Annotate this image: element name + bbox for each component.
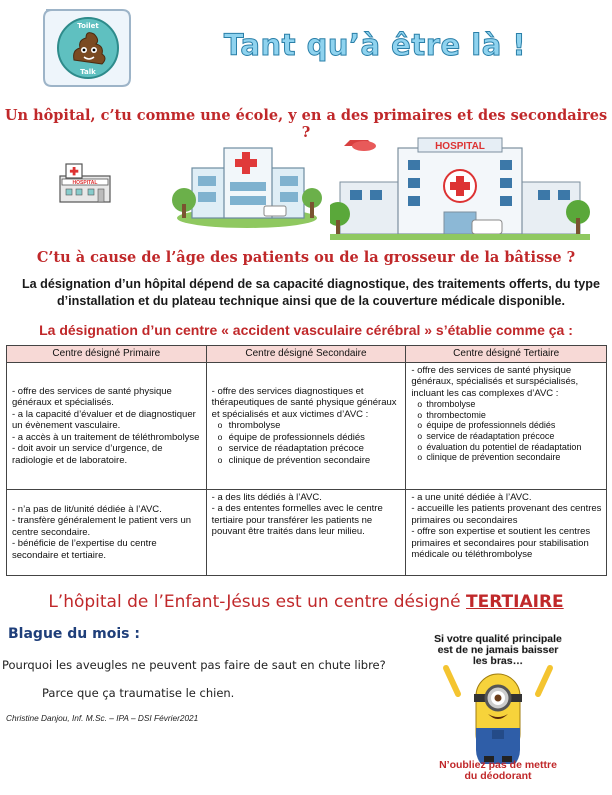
meme-bottom-line: N’oubliez pas de mettre: [439, 759, 557, 771]
header-primary: Centre désigné Primaire: [7, 346, 207, 363]
joke-question: Pourquoi les aveugles ne peuvent pas faire de saut en chute libre?: [2, 658, 386, 672]
small-hospital-sign: HOSPITAL: [72, 180, 98, 186]
list-item: - a accès à un traitement de téléthrombolyse: [12, 431, 200, 443]
cell-intro: - offre des services diagnostiques et thérapeutiques de santé physique généraux et spécialisés et aux victimes d’AVC :: [211, 386, 397, 420]
intro-paragraph: La désignation d’un hôpital dépend de sa capacité diagnostique, des traitements offerts, du type d’installation et du plateau technique ainsi que de la couverture médicale disponible.: [21, 277, 600, 308]
joke-answer: Parce que ça traumatise le chien.: [42, 686, 235, 700]
list-item: - doit avoir un service d’urgence, de radiologie et de laboratoire.: [12, 443, 163, 466]
list-item: - a des lits dédiés à l’AVC.: [211, 492, 322, 503]
cell-tertiary-services: [406, 363, 607, 490]
page-title: Tant qu’à être là !: [223, 28, 527, 62]
list-item: o service de réadaptation précoce: [218, 443, 403, 454]
minion-cartoon-icon: [438, 664, 558, 764]
list-item: o service de réadaptation précoce: [417, 431, 603, 442]
list-item: o thrombolyse: [218, 420, 403, 431]
cell-primary-services: [7, 363, 207, 490]
small-hospital-icon: [58, 160, 114, 206]
stroke-center-table: [6, 345, 607, 576]
list-item: - a la capacité d’évaluer et de diagnostiquer un évènement vasculaire.: [12, 408, 196, 432]
cell-secondary-beds: [206, 490, 406, 576]
list-item: o clinique de prévention secondaire: [417, 452, 603, 463]
list-item: - transfère généralement le patient vers un centre secondaire.: [12, 515, 192, 538]
cell-primary-beds: [7, 490, 207, 576]
meme-top-line: est de ne jamais baisser: [437, 644, 559, 656]
header-tertiary: Centre désigné Tertiaire: [406, 346, 607, 363]
list-item: - offre des services de santé physique généraux et spécialisés.: [12, 386, 172, 409]
meme-top-line: Si votre qualité principale: [434, 633, 562, 645]
list-item: o évaluation du potentiel de réadaptation: [417, 442, 603, 453]
toilet-talk-logo: [38, 4, 134, 92]
list-item: - accueille les patients provenant des centres primaires ou secondaires: [411, 503, 602, 526]
meme-bottom-line: du déodorant: [464, 770, 532, 782]
list-item: o thrombectomie: [417, 410, 603, 421]
list-item: - a une unité dédiée à l’AVC.: [411, 492, 532, 503]
table-row: [7, 490, 607, 576]
list-item: - bénéficie de l’expertise du centre secondaire et tertiaire.: [12, 538, 157, 561]
list-item: o thrombolyse: [417, 399, 603, 410]
designation-prefix: L’hôpital de l’Enfant-Jésus est un centre désigné: [48, 592, 467, 612]
medium-hospital-icon: [172, 132, 322, 228]
designation-emphasis: TERTIAIRE: [466, 592, 564, 612]
list-item: o clinique de prévention secondaire: [218, 455, 403, 466]
logo-text-2: Talk: [80, 68, 96, 76]
meme-bottom-text: [410, 760, 586, 782]
question-heading-2: C’tu à cause de l’âge des patients ou de la grosseur de la bâtisse ?: [36, 249, 576, 266]
table-header-row: [7, 346, 607, 363]
cell-tertiary-beds: [406, 490, 607, 576]
list-item: - n’a pas de lit/unité dédiée à l’AVC.: [12, 503, 162, 515]
list-item: o équipe de professionnels dédiés: [218, 432, 403, 443]
joke-title: Blague du mois :: [8, 626, 140, 642]
header-secondary: Centre désigné Secondaire: [206, 346, 406, 363]
large-hospital-icon: [330, 128, 590, 244]
table-row: [7, 363, 607, 490]
minion-meme: [410, 622, 586, 788]
cell-intro: - offre des services de santé physique généraux, spécialisés et surspécialisés, incluant les cas complexes d’AVC :: [411, 365, 579, 399]
list-item: - a des ententes formelles avec le centre tertiaire pour transférer les patients ne pouvant être traités dans leur milieu.: [211, 503, 383, 538]
question-heading-1: Un hôpital, c’tu comme une école, y en a des primaires et des secondaires ?: [4, 107, 608, 141]
table-heading: La désignation d’un centre « accident vasculaire cérébral » s’établie comme ça :: [39, 322, 573, 338]
list-item: o équipe de professionnels dédiés: [417, 420, 603, 431]
list-item: - offre son expertise et soutient les centres primaires et secondaires pour stabilisation médicale ou téléthrombolyse: [411, 526, 591, 561]
meme-top-text: [410, 634, 586, 667]
meme-top-line: les bras…: [472, 655, 524, 667]
designation-statement: [0, 592, 612, 612]
author-credit: Christine Danjou, Inf. M.Sc. – IPA – DSI Février2021: [6, 713, 199, 723]
large-hospital-sign: HOSPITAL: [435, 141, 485, 152]
logo-text-1: Toilet: [77, 22, 99, 30]
cell-secondary-services: [206, 363, 406, 490]
